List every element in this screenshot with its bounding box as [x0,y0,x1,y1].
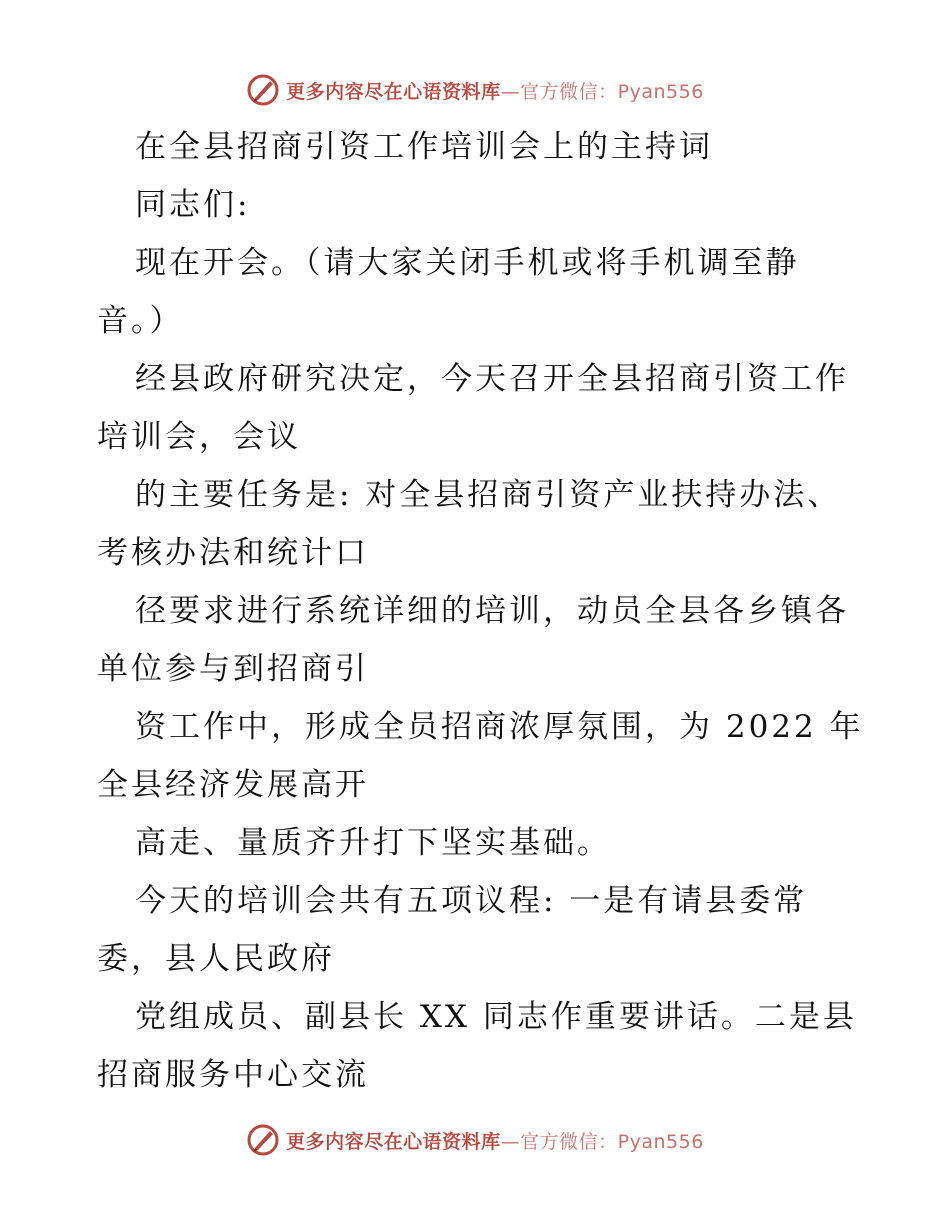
header-banner [0,70,950,110]
banner-main-text: 更多内容尽在心语资料库 [286,80,501,103]
quill-seal-icon [246,73,280,107]
banner-text [286,1127,704,1154]
text-line: 资工作中，形成全员招商浓厚氛围，为 2022 年 [135,709,864,745]
text-line: 考核办法和统计口 [97,535,369,571]
banner-separator: — [500,1130,521,1153]
text-line: 现在开会。（请大家关闭手机或将手机调至静 [135,245,800,281]
text-line: 培训会，会议 [97,419,301,455]
quill-seal-icon [246,1123,280,1157]
document-body [97,118,864,1104]
banner-contact-text: 官方微信：Pyan556 [520,1130,704,1153]
text-line: 党组成员、副县长 XX 同志作重要讲话。二是县 [135,999,857,1035]
text-line: 同志们: [135,187,251,223]
text-line: 音。） [97,303,184,339]
banner-contact-text: 官方微信：Pyan556 [520,80,704,103]
text-line: 径要求进行系统详细的培训，动员全县各乡镇各 [135,593,849,629]
banner-text [286,77,704,104]
text-line: 全县经济发展高开 [97,767,369,803]
footer-banner [0,1120,950,1160]
text-line: 今天的培训会共有五项议程: 一是有请县委常 [135,883,808,919]
text-line: 单位参与到招商引 [97,651,369,687]
text-line: 的主要任务是: 对全县招商引资产业扶持办法、 [135,477,842,513]
text-line: 经县政府研究决定，今天召开全县招商引资工作 [135,361,849,397]
text-line: 招商服务中心交流 [97,1057,369,1093]
text-line: 在全县招商引资工作培训会上的主持词 [135,129,713,165]
banner-separator: — [500,80,521,103]
banner-main-text: 更多内容尽在心语资料库 [286,1130,501,1153]
text-line: 委，县人民政府 [97,941,335,977]
text-line: 高走、量质齐升打下坚实基础。 [135,825,611,861]
